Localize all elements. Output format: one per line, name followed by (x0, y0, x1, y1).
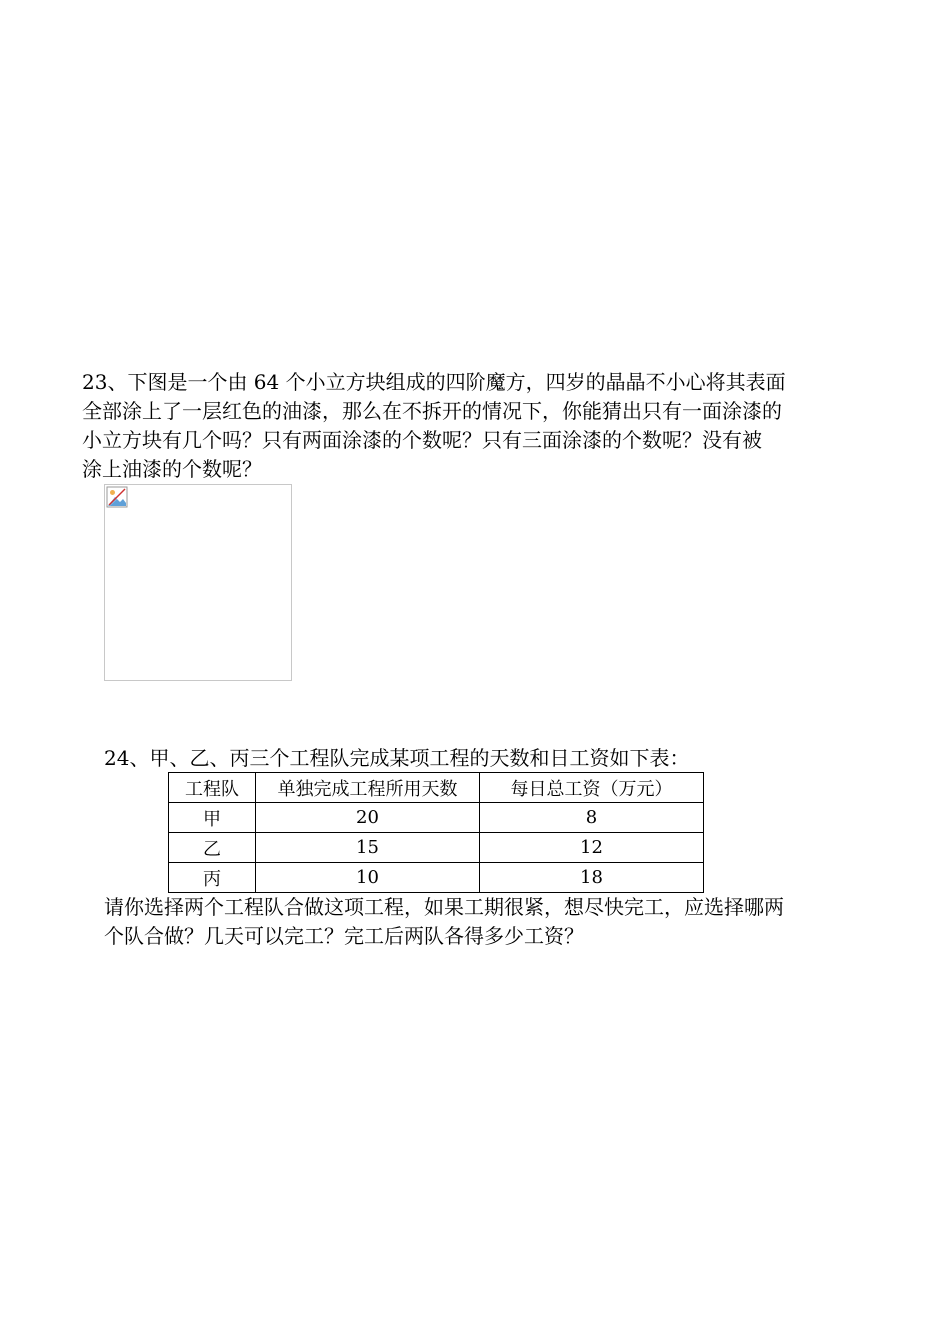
broken-image-icon (106, 486, 128, 508)
table-header-cell: 工程队 (169, 773, 256, 803)
question-24-question (104, 893, 864, 951)
table-row (169, 833, 704, 863)
table-row (169, 803, 704, 833)
table-header-cell: 每日总工资（万元） (480, 773, 704, 803)
table-cell: 20 (256, 803, 480, 833)
table-header-cell: 单独完成工程所用天数 (256, 773, 480, 803)
question-23 (82, 368, 852, 484)
table-cell: 乙 (169, 833, 256, 863)
table-cell: 甲 (169, 803, 256, 833)
question-24-line: 个队合做？几天可以完工？完工后两队各得多少工资？ (104, 924, 584, 948)
table-cell: 12 (480, 833, 704, 863)
team-table (168, 772, 704, 893)
table-cell: 15 (256, 833, 480, 863)
question-23-line: 23、下图是一个由 64 个小立方块组成的四阶魔方，四岁的晶晶不小心将其表面 (82, 370, 786, 394)
question-24-line: 请你选择两个工程队合做这项工程，如果工期很紧，想尽快完工，应选择哪两 (104, 895, 784, 919)
table-header-row (169, 773, 704, 803)
table-cell: 8 (480, 803, 704, 833)
table-cell: 10 (256, 863, 480, 893)
question-24-intro: 24、甲、乙、丙三个工程队完成某项工程的天数和日工资如下表： (104, 746, 690, 770)
cube-image-placeholder (104, 484, 292, 681)
table-cell: 丙 (169, 863, 256, 893)
question-23-line: 小立方块有几个吗？只有两面涂漆的个数呢？只有三面涂漆的个数呢？没有被 (82, 428, 762, 452)
table-row (169, 863, 704, 893)
question-23-line: 涂上油漆的个数呢？ (82, 457, 262, 481)
question-23-line: 全部涂上了一层红色的油漆，那么在不拆开的情况下，你能猜出只有一面涂漆的 (82, 399, 782, 423)
table-cell: 18 (480, 863, 704, 893)
